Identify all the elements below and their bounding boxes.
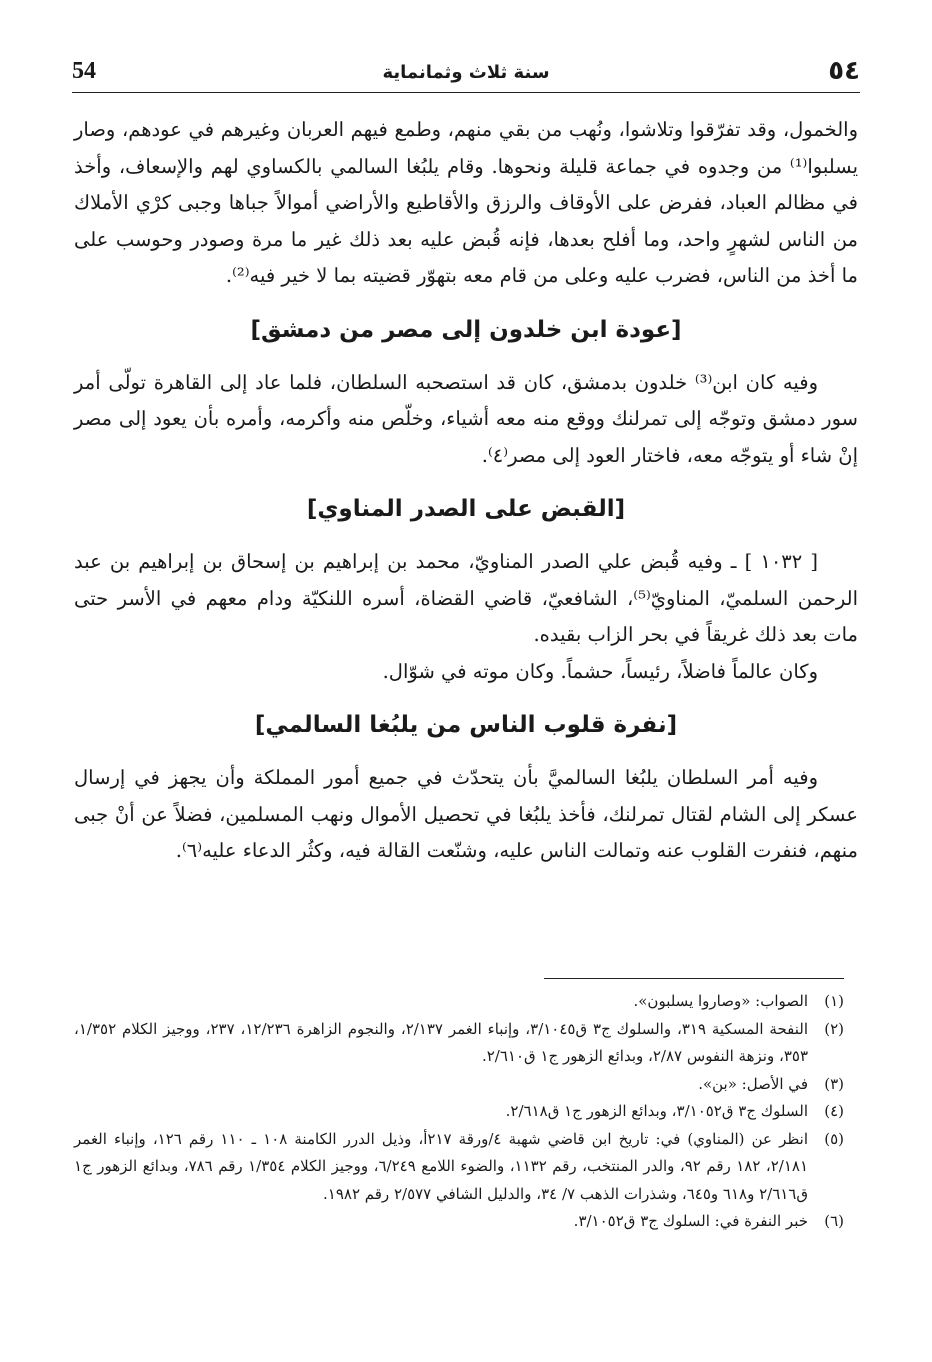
- footnote: [74, 1126, 844, 1209]
- footnote-text: انظر عن (المناوي) في: تاريخ ابن قاضي شهبة ٤/ورقة ٢١٧أ، وذيل الدرر الكامنة ١٠٨ ـ ١١٠ رقم ١٢٦، وإنباء الغمر ٢/١٨١، ١٨٢ رقم ٩٢، والدر المنتخب، رقم ١١٣٢، والضوء اللامع ٦/٢٤٩، ووجيز الكلام ١/٣٥٤ رقم ٧٨٦، وبدائع الزهور ج١ ق٢/٦١٦ و٦١٨ و٦٤٥، وشذرات الذهب ٧/ ٣٤، والدليل الشافي ٢/٥٧٧ رقم ١٩٨٢.: [74, 1129, 809, 1203]
- footnote-number: (٥): [824, 1129, 844, 1148]
- paragraph: وكان عالماً فاضلاً، رئيساً، حشماً. وكان موته في شوّال.: [382, 659, 818, 683]
- section-heading: [نفرة قلوب الناس من يلبُغا السالمي]: [254, 712, 678, 738]
- footnote-number: (٣): [824, 1074, 844, 1093]
- footnote-text: في الأصل: «بن».: [698, 1074, 808, 1093]
- paragraph: وفيه كان ابن⁽³⁾ خلدون بدمشق، كان قد استصحبه السلطان، فلما عاد إلى القاهرة تولّى أمر سور دمشق وتوجّه إلى تمرلنك ووقع منه معه أشياء، وخلّص منه وأكرمه، وأمره بأن يعود إلى مصر إنْ شاء أو يتوجّه معه، فاختار العود إلى مصر⁽٤⁾.: [74, 370, 858, 467]
- running-title: سنة ثلاث وثمانماية: [382, 62, 550, 83]
- section-heading: [القبض على الصدر المناوي]: [306, 496, 626, 522]
- footnote-text: النفحة المسكية ٣١٩، والسلوك ج٣ ق٣/١٠٤٥، وإنباء الغمر ٢/١٣٧، والنجوم الزاهرة ١٢/٢٣٦، ٢٣٧، ووجيز الكلام ١/٣٥٢، ٣٥٣، ونزهة النفوس ٢/٨٧، وبدائع الزهور ج١ ق٢/٦١٠.: [74, 1019, 808, 1065]
- paragraph: [ ١٠٣٢ ] ـ وفيه قُبض علي الصدر المناويّ، محمد بن إبراهيم بن إسحاق بن إبراهيم بن عبد الرحمن السلميّ، المناويّ⁽⁵⁾، الشافعيّ، قاضي القضاة، أسره اللنكيّة ودام معهم في الأسر حتى مات بعد ذلك غريقاً في بحر الزاب بقيده.: [74, 550, 858, 646]
- section-heading: [عودة ابن خلدون إلى مصر من دمشق]: [250, 316, 682, 343]
- footnote-number: (٤): [824, 1102, 844, 1120]
- main-text: [74, 112, 858, 870]
- footnote-text: خبر النفرة في: السلوك ج٣ ق٣/١٠٥٢.: [573, 1212, 808, 1230]
- footnote-text: السلوك ج٣ ق٣/١٠٥٢، وبدائع الزهور ج١ ق٢/٦١٨.: [505, 1102, 808, 1120]
- footnote-text: الصواب: «وصاروا يسلبون».: [633, 992, 808, 1010]
- footnote: [74, 1208, 844, 1236]
- page-number-latin: 54: [72, 58, 96, 84]
- footnote: [74, 1098, 844, 1126]
- footnote-separator: [544, 978, 844, 979]
- paragraph: والخمول، وقد تفرّقوا وتلاشوا، ونُهب من بقي منهم، وطمع فيهم العربان وغيرهم في عودهم، وصار يسلبوا⁽¹⁾ من وجدوه في جماعة قليلة ونحوها. وقام يلبُغا السالمي بالكساوي لهم والإسعاف، وأخذ في مظالم العباد، ففرض على الأوقاف والرزق والأقاطيع والأراضي أموالاً جباها وجبى كرْي الأملاك من الناس لشهرٍ واحد، وما أفلح بعدها، فإنه قُبض عليه بعد ذلك غير ما مرة وصودر وحوسب على ما أخذ من الناس، فضرب عليه وعلى من قام معه بتهوّر قضيته بما لا خير فيه⁽²⁾.: [74, 118, 858, 287]
- page-number-arabic: ٥٤: [828, 56, 860, 86]
- footnotes: [74, 988, 844, 1236]
- footnote: [74, 1071, 844, 1099]
- footnote-number: (٦): [824, 1212, 844, 1230]
- footnote-number: (١): [824, 992, 844, 1010]
- footnote-number: (٢): [824, 1019, 844, 1038]
- page-header: [72, 52, 860, 93]
- paragraph: وفيه أمر السلطان يلبُغا السالميَّ بأن يتحدّث في جميع أمور المملكة وأن يجهز في إرسال عسكر إلى الشام لقتال تمرلنك، فأخذ يلبُغا في تحصيل الأموال ونهب المسلمين، فضلاً عن أنْ جبى منهم، فنفرت القلوب عنه وتمالت الناس عليه، وشنّعت القالة فيه، وكثُر الدعاء عليه⁽٦⁾.: [74, 766, 858, 862]
- footnote: [74, 1016, 844, 1071]
- footnote: [74, 988, 844, 1016]
